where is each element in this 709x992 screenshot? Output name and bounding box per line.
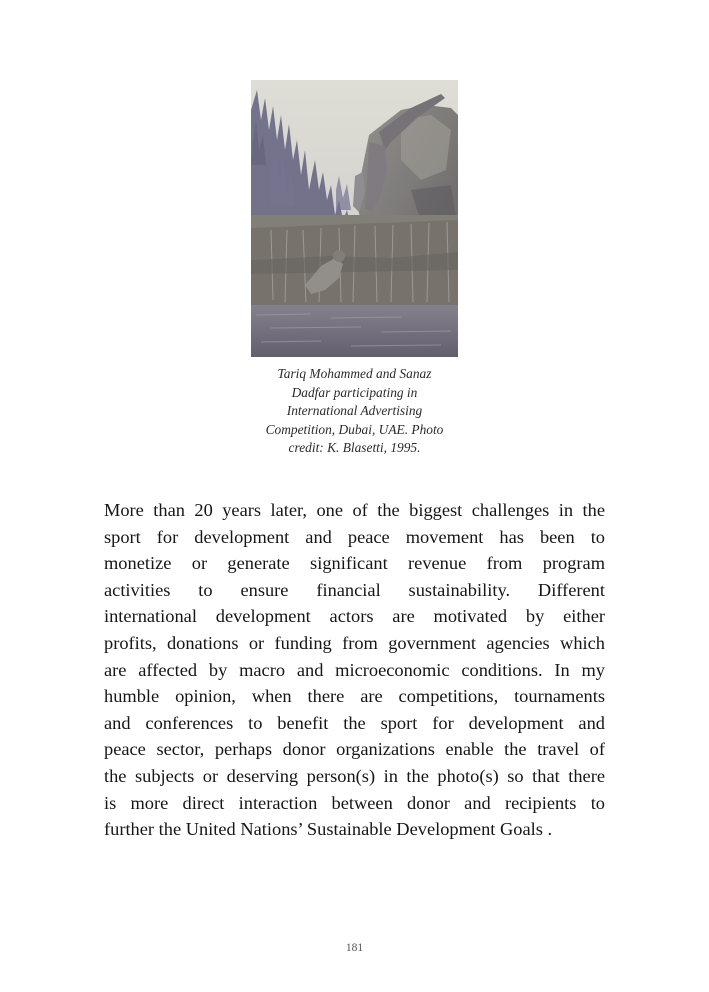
paragraph-line: the subjects or deserving person(s) in the photo(s) so that there	[104, 765, 605, 786]
paragraph-line: peace sector, perhaps donor organizations enable the travel of	[104, 739, 605, 760]
paragraph-line: international development actors are motivated by either	[104, 606, 605, 627]
caption-line: International Advertising	[286, 403, 423, 419]
paragraph-line: monetize or generate significant revenue from program	[104, 553, 605, 574]
paragraph-line: further the United Nations’ Sustainable Development Goals .	[104, 819, 553, 840]
paragraph-line: and conferences to benefit the sport for development and	[104, 712, 605, 733]
paragraph-line: humble opinion, when there are competitions, tournaments	[104, 686, 605, 707]
caption-line: Dadfar participating in	[291, 384, 418, 400]
paragraph-line: sport for development and peace movement has been to	[104, 526, 605, 547]
paragraph-line: profits, donations or funding from government agencies which	[104, 632, 605, 653]
body-paragraph	[104, 497, 605, 843]
paragraph-line: activities to ensure financial sustainability. Different	[104, 579, 605, 600]
page-number: 181	[345, 942, 364, 954]
caption-line: Tariq Mohammed and Sanaz	[277, 366, 432, 381]
caption-line: credit: K. Blasetti, 1995.	[288, 440, 421, 456]
figure-caption	[236, 365, 473, 458]
figure-photo	[251, 80, 458, 357]
caption-line: Competition, Dubai, UAE. Photo	[265, 421, 444, 437]
paragraph-line: are affected by macro and microeconomic conditions. In my	[104, 659, 605, 680]
paragraph-line: More than 20 years later, one of the biggest challenges in the	[104, 500, 605, 520]
paragraph-line: is more direct interaction between donor and recipients to	[104, 792, 605, 813]
